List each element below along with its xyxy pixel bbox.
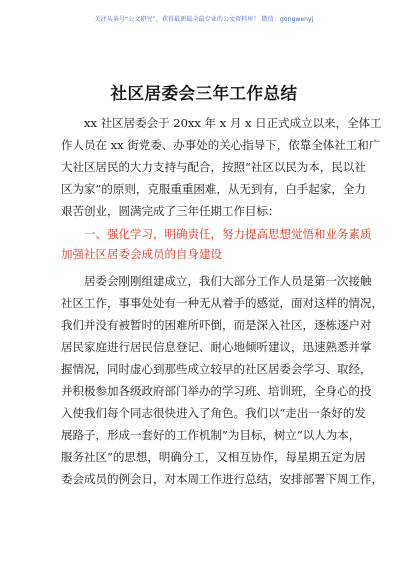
heading-line: 一、强化学习，明确责任，努力提高思想觉悟和业务素质 — [61, 227, 372, 241]
paragraph-line: 我们并没有被暂时的困难所吓倒，而是深入社区，逐栋逐户对 — [61, 318, 372, 332]
paragraph-line: 区为家”的原则，克服重重困难，从无到有，白手起家，全力 — [61, 182, 366, 196]
paragraph-line: 居委会刚刚组建成立，我们大部分工作人员是第一次接触 — [61, 274, 372, 288]
paragraph-line: xx 社区居委会于 20xx 年 x 月 x 日正式成立以来，全体工 — [61, 116, 382, 130]
heading-line: 加强社区居委会成员的自身建设 — [61, 247, 222, 261]
section-heading — [61, 224, 372, 264]
paragraph-line: 展路子，形成一套好的工作机制”为目标，树立“以人为本， — [61, 428, 361, 442]
paragraph-line: 入使我们每个同志很快进入了角色。我们以“走出一条好的发 — [61, 406, 366, 420]
paragraph-line: 居民家庭进行居民信息登记、耐心地倾听建议，迅速熟悉并掌 — [61, 340, 372, 354]
section-body-paragraph — [61, 270, 383, 490]
intro-paragraph — [61, 112, 382, 222]
paragraph-line: 大社区居民的大力支持与配合，按照“社区以民为本，民以社 — [61, 160, 366, 174]
top-banner: 关注头条号“公文研究”，获得最新最全最专业的公文资料库！ 微信：gongwenyj — [94, 16, 314, 23]
paragraph-line: 服务社区”的思想，明确分工，又相互协作，每星期五定为居 — [61, 450, 366, 464]
document-title: 社区居委会三年工作总结 — [110, 84, 298, 103]
paragraph-line: 并积极参加各级政府部门举办的学习班、培训班，全身心的投 — [61, 384, 372, 398]
paragraph-line: 作人员在 xx 街党委、办事处的关心指导下，依靠全体社工和广 — [61, 138, 381, 152]
paragraph-line: 社区工作，事事处处有一种无从着手的感觉，面对这样的情况， — [61, 296, 383, 310]
paragraph-line: 艰苦创业，圆满完成了三年任期工作目标： — [61, 204, 280, 218]
paragraph-line: 握情况，同时虚心到那些成立较早的社区居委会学习、取经， — [61, 362, 372, 376]
paragraph-line: 委会成员的例会日，对本周工作进行总结，安排部署下周工作， — [61, 472, 383, 486]
